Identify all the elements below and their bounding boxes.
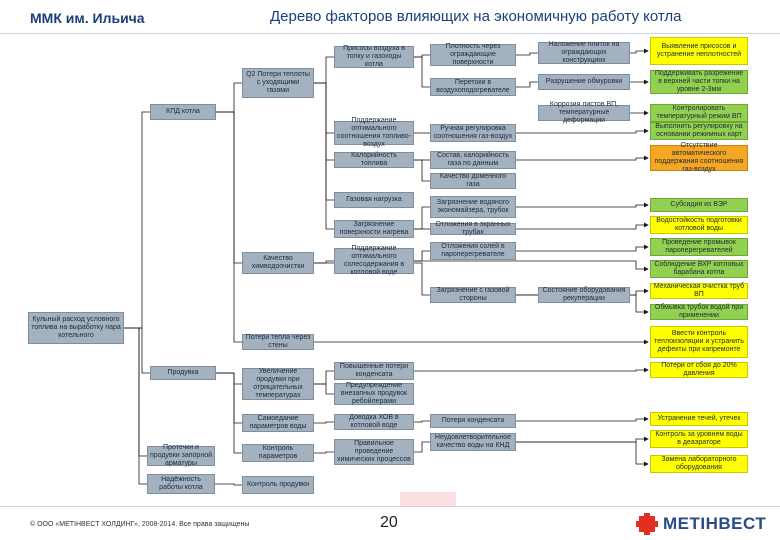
- node-kontrol-temp: Контролировать температурный режим ВП: [650, 104, 748, 122]
- arrow-ruchnaya-vypolnit_reg: [516, 131, 648, 133]
- metinvest-logo: [636, 512, 766, 536]
- connector-root-proteki: [124, 328, 147, 456]
- node-proteki: Протечки и продувки запорной арматуры: [147, 446, 215, 466]
- node-vypolnit-reg: Выполнить регулировку на основании режимных карт: [650, 122, 748, 140]
- node-samo: Самоедание параметров воды: [242, 414, 314, 432]
- node-zagr-nagrev: Загрязнение поверхности нагрева: [334, 220, 414, 238]
- node-sostav: Состав, калорийность газа по данным: [430, 151, 516, 169]
- node-predupr: Предупреждение внезапных продувок ребойлерами: [334, 383, 414, 405]
- node-kontrol-prod: Контроль продувки: [242, 476, 314, 494]
- arrow-zagr_vod-subsidiya: [516, 205, 648, 207]
- red-watermark-mark: [400, 492, 456, 506]
- node-poteri-sten: Потери тепла через стены: [242, 334, 314, 350]
- connector-zagr_nagrev-zagr_vod: [414, 207, 430, 229]
- node-prosos: Продувка: [150, 366, 216, 380]
- connector-q2-gaz_nagr: [314, 83, 334, 200]
- arrow-povysh_poteri-poterya_sb: [414, 370, 648, 371]
- node-otl-sol: Отложения солей в пароперегревателе: [430, 242, 516, 260]
- node-otsutstvie: Отсутствие автоматического поддержания соотношения газ-воздух: [650, 145, 748, 171]
- connector-root-prosos: [124, 328, 150, 373]
- connector-plotnost-nalozhenie: [516, 53, 538, 55]
- arrow-otl_sol-provedenie: [516, 247, 648, 251]
- node-kachestvo-gaza: Качество доменного газа: [430, 173, 516, 189]
- connector-prosos-kontrol_param: [216, 373, 242, 453]
- node-zamena: Замена лабораторного оборудования: [650, 455, 748, 473]
- header-org: ММК им. Ильича: [30, 10, 145, 26]
- arrow-podderzh_sol-soblyudenie: [414, 261, 648, 269]
- connector-pravilnoe-nadl_voda: [414, 442, 430, 452]
- node-podderzh-razr: Поддерживать разрежение в верхней части топки на уровне 2-3мм: [650, 70, 748, 94]
- node-podder: Поддержание оптимального соотношения топливо-воздух: [334, 121, 414, 145]
- node-soblyudenie: Соблюдение ВХР котловых барабана котла: [650, 260, 748, 278]
- node-razrushenie: Разрушение обмуровки: [538, 74, 630, 90]
- connector-kpd-poteri_sten: [216, 112, 242, 342]
- arrow-potery_cond-ustranenie: [516, 419, 648, 421]
- node-kontrol-param: Контроль параметров: [242, 444, 314, 462]
- connector-kpd-kachestvo: [216, 112, 242, 263]
- node-mekhanich: Механическая очистка труб ВП: [650, 283, 748, 299]
- connector-kaloriy-kachestvo_gaza: [414, 160, 430, 181]
- node-ustranenie: Устранение течей, утечек: [650, 412, 748, 426]
- connector-prosos-samo: [216, 373, 242, 423]
- node-subsidiya: Субсидия из ВЭР: [650, 198, 748, 212]
- node-peretoki: Перетоки в воздухоподогревателе: [430, 78, 516, 96]
- node-korroziya: Коррозия листов ВП, температурные деформации: [538, 105, 630, 121]
- connector-uvel_prod-povysh_poteri: [314, 371, 334, 384]
- connector-samo-dovod: [314, 422, 334, 423]
- arrow-nalozhenie-vyyavlenie: [630, 51, 648, 53]
- node-nalozhenie: Наложение плиток на ограждающих конструкциях: [538, 42, 630, 64]
- node-nadl-voda: Неудовлетворительное качество воды на КНД: [430, 433, 516, 451]
- connector-nadezh-kontrol_prod: [215, 484, 242, 485]
- connector-q2-prisosy: [314, 57, 334, 83]
- node-sost-rekup: Состояние оборудования рекуперации: [538, 287, 630, 303]
- connector-q2-podder: [314, 83, 334, 133]
- node-ruchnaya: Ручная регулировка соотношения газ-воздух: [430, 124, 516, 142]
- node-vyyavlenie: Выявление присосов и устранение неплотностей: [650, 37, 748, 65]
- connector-dovod-potery_cond: [414, 421, 430, 422]
- connector-kontrol_param-pravilnoe: [314, 452, 334, 453]
- node-vvesti: Ввести контроль теплоизоляции и устранить дефекты при капремонте: [650, 326, 748, 358]
- node-kontrol-urov: Контроль за уровнем воды в деаэраторе: [650, 430, 748, 448]
- node-uvel-prod: Увеличение продувки при отрицательных температурах: [242, 368, 314, 400]
- brand-wordmark: МЕТІНВЕСТ: [663, 514, 767, 533]
- node-poterya-sb: Потери от сбоя до 20% давления: [650, 362, 748, 378]
- node-nadezh: Надёжность работы котла: [147, 474, 215, 494]
- arrow-otl_trub-vodo_stoyk: [516, 225, 648, 229]
- connector-q2-kaloriy: [314, 83, 334, 160]
- node-provedenie: Проведение промывок пароперегревателей: [650, 238, 748, 256]
- node-otl-trub: Отложения в экранных трубах: [430, 223, 516, 235]
- node-gaz-nagr: Газовая нагрузка: [334, 192, 414, 208]
- footer-divider: [0, 506, 780, 507]
- node-zagr-vod: Загрязнение водяного экономайзера, трубок: [430, 196, 516, 218]
- node-kpd: КПД котла: [150, 104, 216, 120]
- arrow-nadl_voda-zamena: [516, 442, 648, 464]
- page-number: 20: [380, 514, 398, 531]
- node-obmyvka: Обмывка трубок водой при применении: [650, 304, 748, 320]
- footer-copyright: © ООО «МЕТІНВЕСТ ХОЛДИНГ», 2008-2014. Все права защищены: [30, 521, 250, 528]
- node-povysh-poteri: Повышенные потери конденсата: [334, 362, 414, 380]
- node-dovod: Доводка ХОВ в котловой воде: [334, 414, 414, 430]
- connector-root-kpd: [124, 112, 150, 328]
- node-potery-cond: Потери конденсата: [430, 414, 516, 428]
- connector-uvel_prod-predupr: [314, 384, 334, 394]
- node-zagr-gaz: Загрязнение с газовой стороны: [430, 287, 516, 303]
- node-pravilnoe: Правильное проведение химических процессов: [334, 439, 414, 465]
- connector-prisosy-peretoki: [414, 57, 430, 87]
- connector-podderzh_sol-otl_sol: [414, 251, 430, 261]
- node-podderzh-sol: Поддержание оптимального солесодержания в котловой воде: [334, 248, 414, 274]
- node-kachestvo: Качество химводоочистки: [242, 252, 314, 274]
- node-kaloriy: Калорийность топлива: [334, 152, 414, 168]
- page-title: Дерево факторов влияющих на экономичную работу котла: [270, 8, 682, 25]
- node-root: Кульный расход условного топлива на выработку пара котельного: [28, 312, 124, 344]
- node-q2: Q2 Потери теплоты с уходящими газами: [242, 68, 314, 98]
- node-plotnost: Плотность через ограждающие поверхности: [430, 44, 516, 66]
- connector-q2-zagr_nagrev: [314, 83, 334, 229]
- connector-root-nadezh: [124, 328, 147, 484]
- connector-peretoki-razrushenie: [516, 82, 538, 87]
- connector-kpd-q2: [216, 83, 242, 112]
- node-prisosy: Присосы воздуха в топку и газоходы котла: [334, 46, 414, 68]
- arrow-sost_rekup-mekhanich: [630, 291, 648, 295]
- node-vodo-stoyk: Водостойкость подготовки котловой воды: [650, 216, 748, 234]
- metinvest-logo-icon: [636, 513, 658, 535]
- connector-prosos-uvel_prod: [216, 373, 242, 384]
- arrow-nadl_voda-kontrol_urov: [516, 439, 648, 442]
- arrow-sostav-otsutstvie: [516, 158, 648, 160]
